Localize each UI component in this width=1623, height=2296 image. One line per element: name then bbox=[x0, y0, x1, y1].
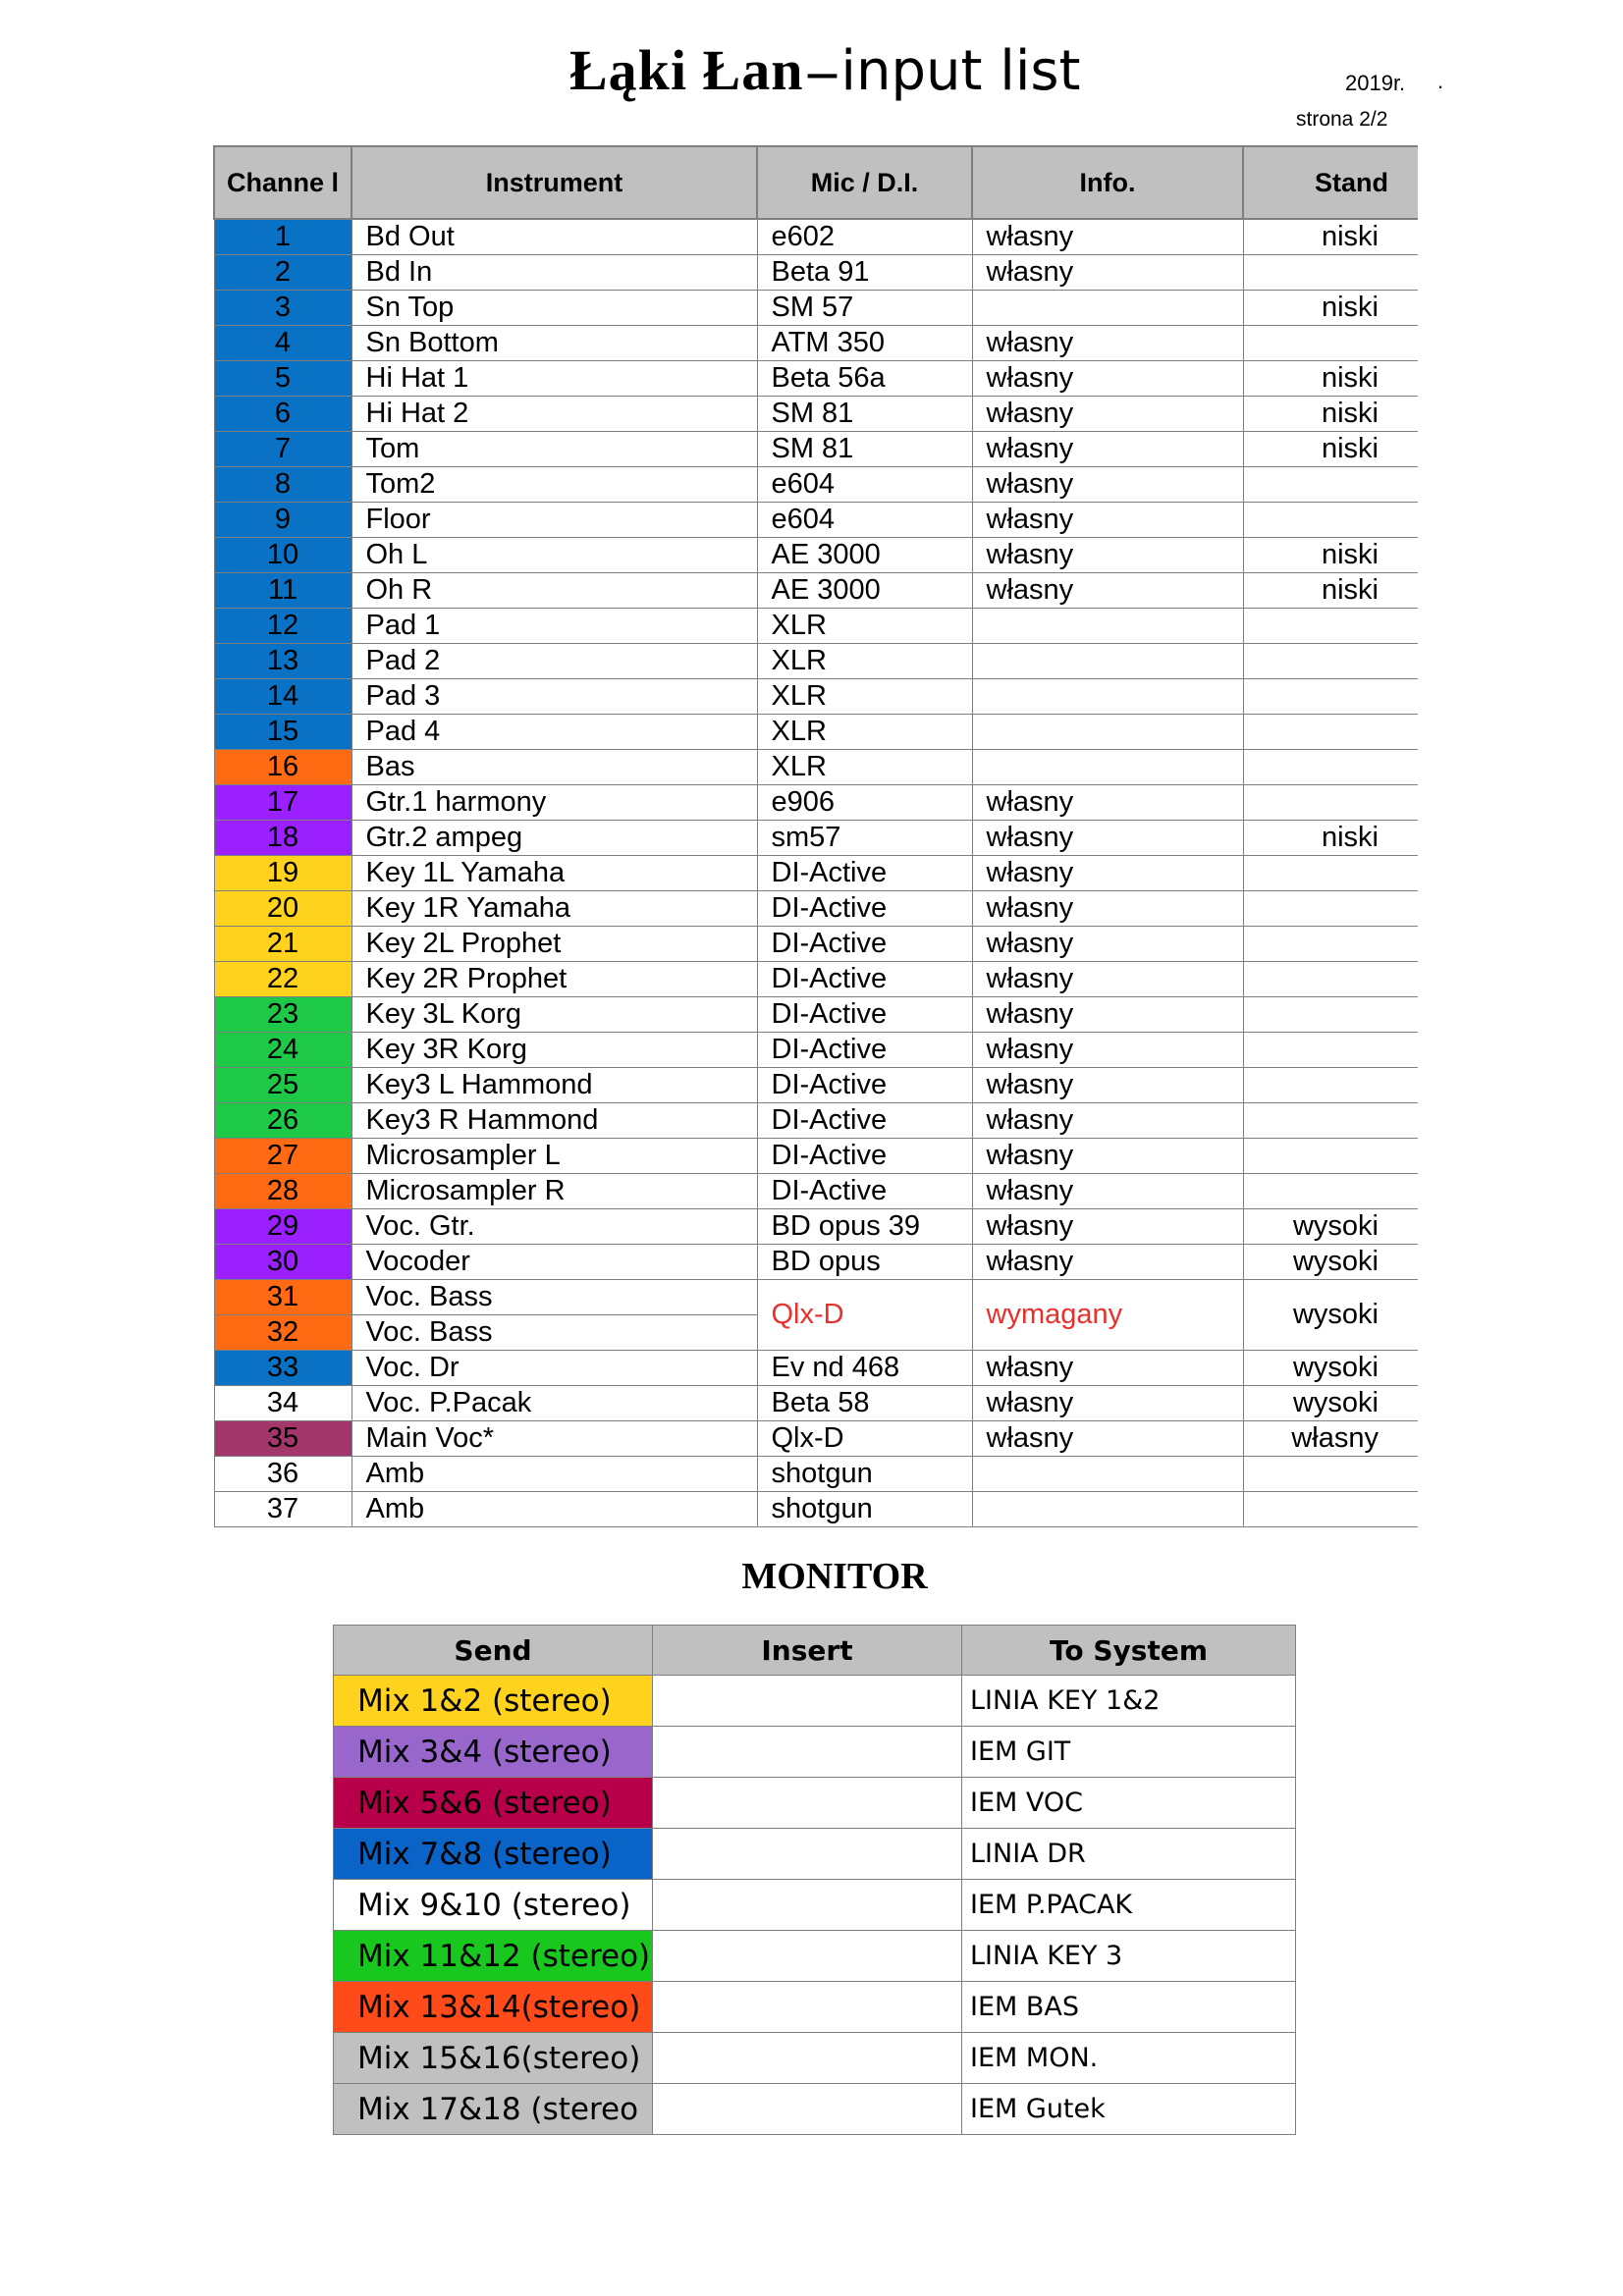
mic-cell: SM 81 bbox=[757, 432, 972, 467]
channel-number: 11 bbox=[214, 573, 352, 609]
mic-cell: DI-Active bbox=[757, 1139, 972, 1174]
channel-number: 17 bbox=[214, 785, 352, 821]
input-row bbox=[214, 1174, 1418, 1209]
mic-cell: XLR bbox=[757, 750, 972, 785]
mic-cell: shotgun bbox=[757, 1492, 972, 1527]
instrument-cell: Microsampler L bbox=[352, 1139, 757, 1174]
send-cell: Mix 7&8 (stereo) bbox=[334, 1829, 653, 1880]
mic-cell: Ev nd 468 bbox=[757, 1351, 972, 1386]
send-cell: Mix 9&10 (stereo) bbox=[334, 1880, 653, 1931]
channel-number: 33 bbox=[214, 1351, 352, 1386]
stand-cell: wysoki bbox=[1243, 1386, 1418, 1421]
year-dot: . bbox=[1437, 69, 1444, 93]
channel-number: 34 bbox=[214, 1386, 352, 1421]
monitor-row bbox=[334, 1676, 1296, 1727]
channel-number: 4 bbox=[214, 326, 352, 361]
channel-number: 35 bbox=[214, 1421, 352, 1457]
input-row bbox=[214, 467, 1418, 503]
column-header-instrument: Instrument bbox=[352, 146, 757, 219]
instrument-cell: Hi Hat 2 bbox=[352, 397, 757, 432]
channel-number: 32 bbox=[214, 1315, 352, 1351]
channel-number: 31 bbox=[214, 1280, 352, 1315]
input-row bbox=[214, 962, 1418, 997]
column-header-channel: Channe l bbox=[214, 146, 352, 219]
input-row bbox=[214, 1421, 1418, 1457]
input-row bbox=[214, 1457, 1418, 1492]
channel-number: 7 bbox=[214, 432, 352, 467]
info-cell: własny bbox=[972, 326, 1243, 361]
info-cell bbox=[972, 609, 1243, 644]
band-name: Łąki Łan bbox=[569, 38, 804, 102]
stand-cell bbox=[1243, 644, 1418, 679]
system-cell: LINIA DR bbox=[962, 1829, 1296, 1880]
send-cell: Mix 11&12 (stereo) bbox=[334, 1931, 653, 1982]
info-cell: własny bbox=[972, 397, 1243, 432]
input-row bbox=[214, 361, 1418, 397]
info-cell: własny bbox=[972, 927, 1243, 962]
insert-cell bbox=[653, 1931, 962, 1982]
stand-cell bbox=[1243, 715, 1418, 750]
send-cell: Mix 3&4 (stereo) bbox=[334, 1727, 653, 1778]
instrument-cell: Bd In bbox=[352, 255, 757, 291]
send-cell: Mix 17&18 (stereo bbox=[334, 2084, 653, 2135]
mic-cell: e602 bbox=[757, 219, 972, 255]
stand-cell: własny bbox=[1243, 1421, 1418, 1457]
info-cell: własny bbox=[972, 1103, 1243, 1139]
mic-cell: sm57 bbox=[757, 821, 972, 856]
instrument-cell: Pad 3 bbox=[352, 679, 757, 715]
mic-cell: DI-Active bbox=[757, 962, 972, 997]
input-table-header bbox=[214, 146, 1418, 219]
input-row bbox=[214, 644, 1418, 679]
channel-number: 27 bbox=[214, 1139, 352, 1174]
mic-cell: BD opus 39 bbox=[757, 1209, 972, 1245]
stand-cell bbox=[1243, 750, 1418, 785]
system-cell: IEM BAS bbox=[962, 1982, 1296, 2033]
info-cell: własny bbox=[972, 538, 1243, 573]
stand-cell: wysoki bbox=[1243, 1280, 1418, 1351]
stand-cell: niski bbox=[1243, 291, 1418, 326]
info-cell: własny bbox=[972, 962, 1243, 997]
info-cell: własny bbox=[972, 219, 1243, 255]
input-row bbox=[214, 432, 1418, 467]
channel-number: 9 bbox=[214, 503, 352, 538]
instrument-cell: Key 3R Korg bbox=[352, 1033, 757, 1068]
instrument-cell: Microsampler R bbox=[352, 1174, 757, 1209]
info-cell bbox=[972, 644, 1243, 679]
insert-cell bbox=[653, 1829, 962, 1880]
instrument-cell: Gtr.1 harmony bbox=[352, 785, 757, 821]
instrument-cell: Key 3L Korg bbox=[352, 997, 757, 1033]
info-cell: wymagany bbox=[972, 1280, 1243, 1351]
insert-cell bbox=[653, 1778, 962, 1829]
channel-number: 29 bbox=[214, 1209, 352, 1245]
info-cell: własny bbox=[972, 1139, 1243, 1174]
mic-cell: AE 3000 bbox=[757, 573, 972, 609]
mic-cell: DI-Active bbox=[757, 891, 972, 927]
input-row bbox=[214, 1492, 1418, 1527]
instrument-cell: Hi Hat 1 bbox=[352, 361, 757, 397]
stand-cell bbox=[1243, 609, 1418, 644]
mic-cell: AE 3000 bbox=[757, 538, 972, 573]
input-row bbox=[214, 1245, 1418, 1280]
input-row bbox=[214, 750, 1418, 785]
channel-number: 24 bbox=[214, 1033, 352, 1068]
instrument-cell: Key 2L Prophet bbox=[352, 927, 757, 962]
stand-cell bbox=[1243, 679, 1418, 715]
insert-cell bbox=[653, 1982, 962, 2033]
input-row bbox=[214, 821, 1418, 856]
info-cell: własny bbox=[972, 785, 1243, 821]
column-header-system: To System bbox=[962, 1626, 1296, 1676]
stand-cell bbox=[1243, 891, 1418, 927]
channel-number: 30 bbox=[214, 1245, 352, 1280]
channel-number: 36 bbox=[214, 1457, 352, 1492]
mic-cell: BD opus bbox=[757, 1245, 972, 1280]
mic-cell: DI-Active bbox=[757, 927, 972, 962]
monitor-row bbox=[334, 1880, 1296, 1931]
input-row bbox=[214, 397, 1418, 432]
stand-cell bbox=[1243, 503, 1418, 538]
mic-cell: shotgun bbox=[757, 1457, 972, 1492]
mic-cell: Beta 58 bbox=[757, 1386, 972, 1421]
mic-cell: e604 bbox=[757, 503, 972, 538]
mic-cell: DI-Active bbox=[757, 856, 972, 891]
channel-number: 23 bbox=[214, 997, 352, 1033]
instrument-cell: Key3 R Hammond bbox=[352, 1103, 757, 1139]
column-header-info: Info. bbox=[972, 146, 1243, 219]
info-cell bbox=[972, 291, 1243, 326]
mic-cell: SM 81 bbox=[757, 397, 972, 432]
year-label: 2019r. bbox=[1345, 71, 1406, 95]
input-row bbox=[214, 255, 1418, 291]
stand-cell: wysoki bbox=[1243, 1351, 1418, 1386]
instrument-cell: Pad 2 bbox=[352, 644, 757, 679]
stand-cell bbox=[1243, 1033, 1418, 1068]
mic-cell: SM 57 bbox=[757, 291, 972, 326]
info-cell: własny bbox=[972, 821, 1243, 856]
info-cell: własny bbox=[972, 1386, 1243, 1421]
info-cell: własny bbox=[972, 432, 1243, 467]
stand-cell bbox=[1243, 997, 1418, 1033]
instrument-cell: Voc. Gtr. bbox=[352, 1209, 757, 1245]
stand-cell bbox=[1243, 255, 1418, 291]
send-cell: Mix 13&14(stereo) bbox=[334, 1982, 653, 2033]
instrument-cell: Amb bbox=[352, 1457, 757, 1492]
info-cell bbox=[972, 750, 1243, 785]
channel-number: 18 bbox=[214, 821, 352, 856]
channel-number: 13 bbox=[214, 644, 352, 679]
input-row bbox=[214, 573, 1418, 609]
stand-cell: niski bbox=[1243, 573, 1418, 609]
monitor-row bbox=[334, 1931, 1296, 1982]
system-cell: IEM Gutek bbox=[962, 2084, 1296, 2135]
input-row bbox=[214, 1033, 1418, 1068]
instrument-cell: Key 1R Yamaha bbox=[352, 891, 757, 927]
instrument-cell: Oh L bbox=[352, 538, 757, 573]
stand-cell: niski bbox=[1243, 219, 1418, 255]
channel-number: 10 bbox=[214, 538, 352, 573]
instrument-cell: Voc. Bass bbox=[352, 1280, 757, 1315]
channel-number: 5 bbox=[214, 361, 352, 397]
mic-cell: e906 bbox=[757, 785, 972, 821]
info-cell: własny bbox=[972, 856, 1243, 891]
page-number: strona 2/2 bbox=[1296, 108, 1388, 131]
channel-number: 21 bbox=[214, 927, 352, 962]
instrument-cell: Sn Bottom bbox=[352, 326, 757, 361]
instrument-cell: Tom2 bbox=[352, 467, 757, 503]
mic-cell: DI-Active bbox=[757, 1103, 972, 1139]
monitor-table-header bbox=[334, 1626, 1296, 1676]
instrument-cell: Key 2R Prophet bbox=[352, 962, 757, 997]
stand-cell: niski bbox=[1243, 538, 1418, 573]
stand-cell: niski bbox=[1243, 397, 1418, 432]
mic-cell: XLR bbox=[757, 715, 972, 750]
mic-cell: DI-Active bbox=[757, 1033, 972, 1068]
instrument-cell: Sn Top bbox=[352, 291, 757, 326]
input-row bbox=[214, 1386, 1418, 1421]
system-cell: IEM MON. bbox=[962, 2033, 1296, 2084]
instrument-cell: Pad 4 bbox=[352, 715, 757, 750]
monitor-row bbox=[334, 2084, 1296, 2135]
stand-cell bbox=[1243, 1174, 1418, 1209]
info-cell: własny bbox=[972, 361, 1243, 397]
info-cell: własny bbox=[972, 255, 1243, 291]
stand-cell bbox=[1243, 927, 1418, 962]
channel-number: 2 bbox=[214, 255, 352, 291]
input-row bbox=[214, 1068, 1418, 1103]
system-cell: IEM GIT bbox=[962, 1727, 1296, 1778]
insert-cell bbox=[653, 2084, 962, 2135]
instrument-cell: Gtr.2 ampeg bbox=[352, 821, 757, 856]
channel-number: 3 bbox=[214, 291, 352, 326]
stand-cell bbox=[1243, 1139, 1418, 1174]
info-cell: własny bbox=[972, 467, 1243, 503]
title-dash: – bbox=[807, 38, 837, 102]
input-row bbox=[214, 997, 1418, 1033]
insert-cell bbox=[653, 1727, 962, 1778]
instrument-cell: Pad 1 bbox=[352, 609, 757, 644]
stand-cell bbox=[1243, 1457, 1418, 1492]
input-row bbox=[214, 291, 1418, 326]
insert-cell bbox=[653, 2033, 962, 2084]
instrument-cell: Floor bbox=[352, 503, 757, 538]
channel-number: 16 bbox=[214, 750, 352, 785]
info-cell: własny bbox=[972, 997, 1243, 1033]
input-row bbox=[214, 1139, 1418, 1174]
instrument-cell: Bas bbox=[352, 750, 757, 785]
stand-cell: wysoki bbox=[1243, 1209, 1418, 1245]
input-row bbox=[214, 715, 1418, 750]
info-cell: własny bbox=[972, 1068, 1243, 1103]
monitor-table bbox=[333, 1625, 1296, 2135]
mic-cell: ATM 350 bbox=[757, 326, 972, 361]
input-row bbox=[214, 609, 1418, 644]
input-row bbox=[214, 1103, 1418, 1139]
system-cell: IEM P.PACAK bbox=[962, 1880, 1296, 1931]
info-cell: własny bbox=[972, 1421, 1243, 1457]
stand-cell bbox=[1243, 962, 1418, 997]
monitor-row bbox=[334, 1829, 1296, 1880]
info-cell: własny bbox=[972, 1174, 1243, 1209]
stand-cell bbox=[1243, 326, 1418, 361]
instrument-cell: Key 1L Yamaha bbox=[352, 856, 757, 891]
instrument-cell: Bd Out bbox=[352, 219, 757, 255]
mic-cell: Beta 56a bbox=[757, 361, 972, 397]
system-cell: LINIA KEY 1&2 bbox=[962, 1676, 1296, 1727]
send-cell: Mix 15&16(stereo) bbox=[334, 2033, 653, 2084]
input-row bbox=[214, 538, 1418, 573]
input-row bbox=[214, 1351, 1418, 1386]
info-cell: własny bbox=[972, 503, 1243, 538]
stand-cell: niski bbox=[1243, 361, 1418, 397]
monitor-row bbox=[334, 1727, 1296, 1778]
instrument-cell: Oh R bbox=[352, 573, 757, 609]
input-row bbox=[214, 679, 1418, 715]
input-row bbox=[214, 891, 1418, 927]
send-cell: Mix 1&2 (stereo) bbox=[334, 1676, 653, 1727]
document-title bbox=[569, 37, 1081, 103]
stand-cell: niski bbox=[1243, 821, 1418, 856]
title-subtitle: input list bbox=[840, 39, 1081, 103]
mic-cell: Qlx-D bbox=[757, 1421, 972, 1457]
input-row bbox=[214, 219, 1418, 255]
monitor-row bbox=[334, 2033, 1296, 2084]
channel-number: 26 bbox=[214, 1103, 352, 1139]
info-cell bbox=[972, 715, 1243, 750]
mic-cell: XLR bbox=[757, 609, 972, 644]
info-cell bbox=[972, 1457, 1243, 1492]
insert-cell bbox=[653, 1676, 962, 1727]
stand-cell bbox=[1243, 1103, 1418, 1139]
channel-number: 8 bbox=[214, 467, 352, 503]
instrument-cell: Tom bbox=[352, 432, 757, 467]
monitor-row bbox=[334, 1778, 1296, 1829]
channel-number: 15 bbox=[214, 715, 352, 750]
info-cell: własny bbox=[972, 1351, 1243, 1386]
channel-number: 37 bbox=[214, 1492, 352, 1527]
stand-cell bbox=[1243, 785, 1418, 821]
mic-cell: Beta 91 bbox=[757, 255, 972, 291]
input-row bbox=[214, 503, 1418, 538]
channel-number: 1 bbox=[214, 219, 352, 255]
monitor-table-body bbox=[334, 1676, 1296, 2135]
input-row bbox=[214, 326, 1418, 361]
stand-cell bbox=[1243, 1492, 1418, 1527]
insert-cell bbox=[653, 1880, 962, 1931]
send-cell: Mix 5&6 (stereo) bbox=[334, 1778, 653, 1829]
channel-number: 19 bbox=[214, 856, 352, 891]
channel-number: 20 bbox=[214, 891, 352, 927]
input-row bbox=[214, 785, 1418, 821]
info-cell: własny bbox=[972, 1033, 1243, 1068]
column-header-stand: Stand bbox=[1243, 146, 1418, 219]
info-cell bbox=[972, 1492, 1243, 1527]
mic-cell: e604 bbox=[757, 467, 972, 503]
instrument-cell: Key3 L Hammond bbox=[352, 1068, 757, 1103]
channel-number: 12 bbox=[214, 609, 352, 644]
channel-number: 25 bbox=[214, 1068, 352, 1103]
info-cell: własny bbox=[972, 1245, 1243, 1280]
mic-cell: XLR bbox=[757, 679, 972, 715]
column-header-send: Send bbox=[334, 1626, 653, 1676]
stand-cell: niski bbox=[1243, 432, 1418, 467]
channel-number: 6 bbox=[214, 397, 352, 432]
input-row bbox=[214, 856, 1418, 891]
info-cell: własny bbox=[972, 1209, 1243, 1245]
mic-cell: DI-Active bbox=[757, 997, 972, 1033]
stand-cell bbox=[1243, 1068, 1418, 1103]
mic-cell: Qlx-D bbox=[757, 1280, 972, 1351]
channel-number: 28 bbox=[214, 1174, 352, 1209]
instrument-cell: Amb bbox=[352, 1492, 757, 1527]
system-cell: IEM VOC bbox=[962, 1778, 1296, 1829]
column-header-mic: Mic / D.I. bbox=[757, 146, 972, 219]
stand-cell bbox=[1243, 856, 1418, 891]
mic-cell: DI-Active bbox=[757, 1068, 972, 1103]
info-cell: własny bbox=[972, 891, 1243, 927]
system-cell: LINIA KEY 3 bbox=[962, 1931, 1296, 1982]
info-cell: własny bbox=[972, 573, 1243, 609]
instrument-cell: Vocoder bbox=[352, 1245, 757, 1280]
stand-cell: wysoki bbox=[1243, 1245, 1418, 1280]
monitor-row bbox=[334, 1982, 1296, 2033]
input-row bbox=[214, 1209, 1418, 1245]
input-table-body bbox=[214, 219, 1418, 1527]
instrument-cell: Main Voc* bbox=[352, 1421, 757, 1457]
input-list-table bbox=[213, 145, 1418, 1527]
monitor-heading: MONITOR bbox=[741, 1556, 928, 1597]
input-row bbox=[214, 927, 1418, 962]
instrument-cell: Voc. Bass bbox=[352, 1315, 757, 1351]
mic-cell: XLR bbox=[757, 644, 972, 679]
column-header-insert: Insert bbox=[653, 1626, 962, 1676]
mic-cell: DI-Active bbox=[757, 1174, 972, 1209]
channel-number: 14 bbox=[214, 679, 352, 715]
instrument-cell: Voc. P.Pacak bbox=[352, 1386, 757, 1421]
channel-number: 22 bbox=[214, 962, 352, 997]
instrument-cell: Voc. Dr bbox=[352, 1351, 757, 1386]
stand-cell bbox=[1243, 467, 1418, 503]
info-cell bbox=[972, 679, 1243, 715]
input-row bbox=[214, 1280, 1418, 1315]
